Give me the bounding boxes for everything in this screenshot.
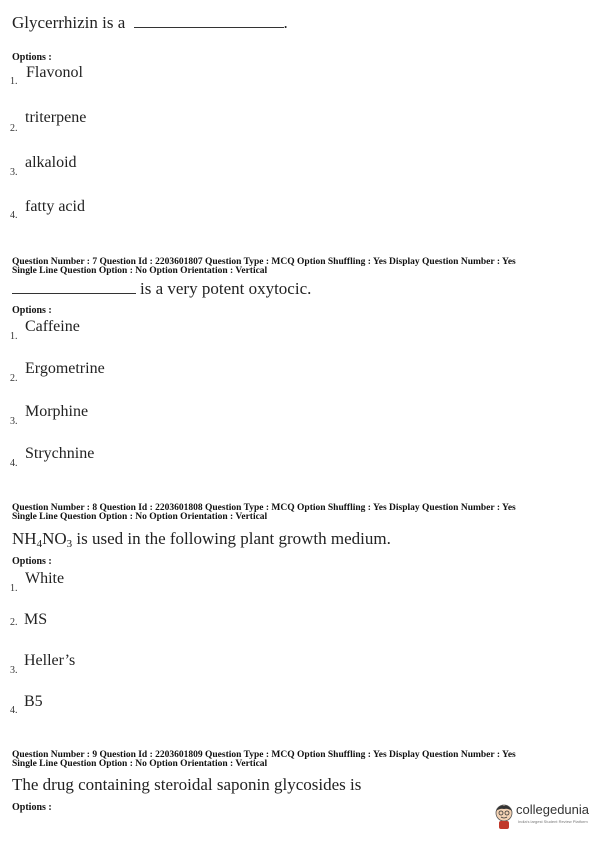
q6-option-3-number: 3.	[10, 167, 18, 178]
q8-option-2-text[interactable]: MS	[24, 611, 48, 628]
q8-subscript-4: 4	[36, 538, 43, 550]
q7-option-2-text[interactable]: Ergometrine	[25, 360, 105, 377]
q8-formula-no: NO	[42, 529, 67, 548]
q7-option-3-text[interactable]: Morphine	[25, 403, 89, 420]
q7-option-2-number: 2.	[10, 373, 18, 384]
q7-option-3-number: 3.	[10, 416, 18, 427]
q8-meta-line-2: Single Line Question Option : No Option Orientation : Vertical	[12, 512, 268, 522]
q6-answer-blank	[134, 13, 284, 28]
q6-option-1-text[interactable]: Flavonol	[26, 64, 83, 81]
q7-meta-line-1: Question Number : 7 Question Id : 2203601807 Question Type : MCQ Option Shuffling : Yes Display Question Number : Yes	[12, 257, 516, 267]
q6-option-4-number: 4.	[10, 210, 18, 221]
q8-options-label: Options :	[12, 556, 52, 567]
q7-question-text	[12, 279, 311, 299]
q8-question-text	[12, 529, 391, 549]
q7-option-1-text[interactable]: Caffeine	[25, 318, 80, 335]
collegedunia-logo	[494, 800, 590, 834]
q9-question-text: The drug containing steroidal saponin glycosides is	[12, 775, 362, 794]
q8-question-stem: is used in the following plant growth medium.	[72, 529, 391, 548]
logo-tagline: India's largest Student Review Platform	[518, 819, 588, 824]
q7-option-4-text[interactable]: Strychnine	[25, 445, 95, 462]
q6-options-label: Options :	[12, 52, 52, 63]
q7-answer-blank	[12, 279, 136, 294]
q9-meta-line-1: Question Number : 9 Question Id : 2203601809 Question Type : MCQ Option Shuffling : Yes Display Question Number : Yes	[12, 750, 516, 760]
q6-option-2-number: 2.	[10, 123, 18, 134]
q7-option-1-number: 1.	[10, 331, 18, 342]
q7-meta-line-2: Single Line Question Option : No Option Orientation : Vertical	[12, 266, 268, 276]
q7-options-label: Options :	[12, 305, 52, 316]
q6-question-text	[12, 13, 288, 33]
q9-meta-line-2: Single Line Question Option : No Option Orientation : Vertical	[12, 759, 268, 769]
q8-option-3-text[interactable]: Heller’s	[24, 652, 76, 669]
q8-subscript-3: 3	[66, 538, 73, 550]
mascot-icon	[494, 804, 514, 830]
q6-option-4-text[interactable]: fatty acid	[25, 198, 85, 215]
q7-option-4-number: 4.	[10, 458, 18, 469]
q8-option-1-number: 1.	[10, 583, 18, 594]
q6-option-3-text[interactable]: alkaloid	[25, 154, 77, 171]
q6-option-2-text[interactable]: triterpene	[25, 109, 87, 126]
q6-period: .	[283, 13, 288, 32]
q8-option-3-number: 3.	[10, 665, 18, 676]
q8-formula-nh: NH	[12, 529, 37, 548]
q6-option-1-number: 1.	[10, 76, 18, 87]
q8-meta-line-1: Question Number : 8 Question Id : 2203601808 Question Type : MCQ Option Shuffling : Yes Display Question Number : Yes	[12, 503, 516, 513]
q8-option-2-number: 2.	[10, 617, 18, 628]
logo-wordmark: collegedunia	[516, 802, 590, 817]
q8-option-4-number: 4.	[10, 705, 18, 716]
q7-question-stem: is a very potent oxytocic.	[140, 279, 312, 298]
q9-options-label: Options :	[12, 802, 52, 813]
q6-question-stem: Glycerrhizin is a	[12, 13, 126, 32]
q8-option-4-text[interactable]: B5	[24, 693, 43, 710]
q8-option-1-text[interactable]: White	[25, 570, 65, 587]
